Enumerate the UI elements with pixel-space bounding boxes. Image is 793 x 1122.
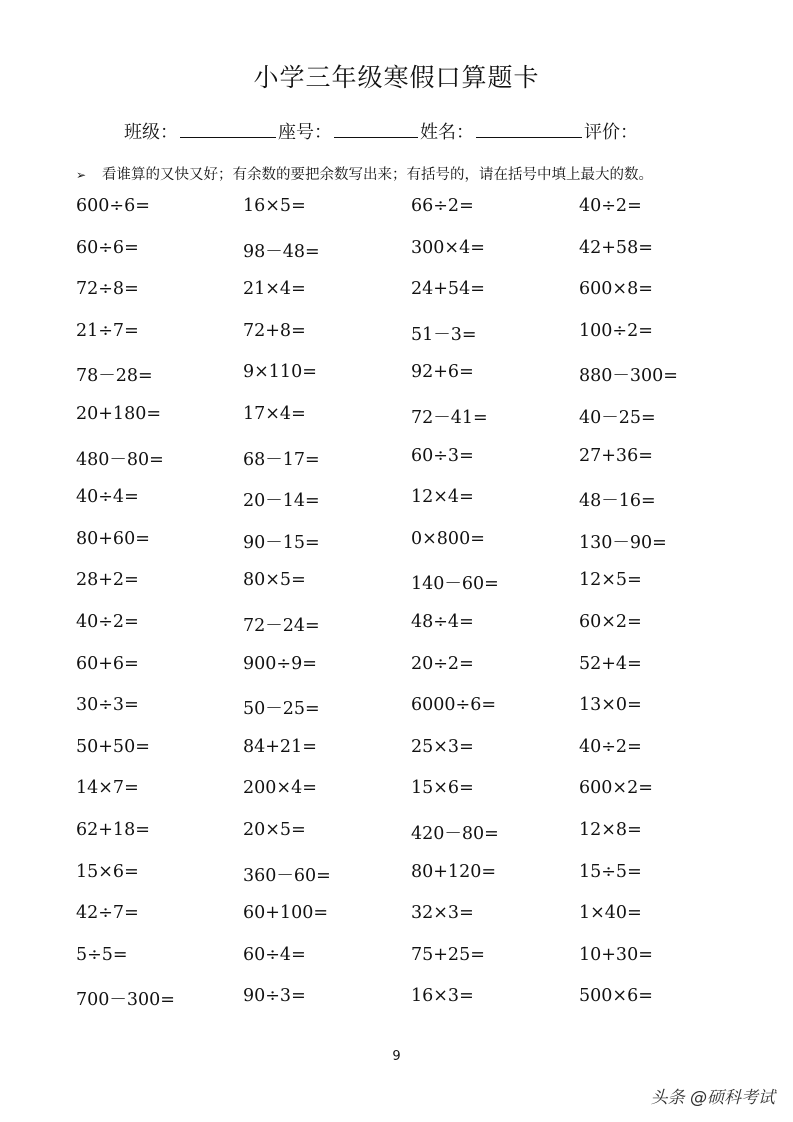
problem-item: 27+36= xyxy=(579,445,653,466)
problem-item: 90÷3= xyxy=(243,986,306,1007)
problem-item: 5÷5= xyxy=(76,944,128,965)
problem-item: 66÷2= xyxy=(411,196,474,216)
student-info-line xyxy=(124,118,638,144)
problem-row xyxy=(0,238,793,280)
watermark: 头条 @硕科考试 xyxy=(650,1088,775,1108)
problem-item: 75+25= xyxy=(411,944,485,965)
problem-item: 900÷9= xyxy=(243,653,317,674)
problem-item: 50－25= xyxy=(243,699,320,720)
problem-item: 12×4= xyxy=(411,487,474,508)
problem-item: 72－41= xyxy=(411,407,488,428)
page-title: 小学三年级寒假口算题卡 xyxy=(253,63,540,92)
problem-item: 9×110= xyxy=(243,362,317,383)
class-blank[interactable] xyxy=(180,119,276,138)
problem-item: 40÷2= xyxy=(579,736,642,757)
instruction xyxy=(76,163,653,184)
problem-item: 600×8= xyxy=(579,279,653,300)
problem-item: 15×6= xyxy=(411,778,474,799)
problem-item: 16×5= xyxy=(243,196,306,216)
problem-row xyxy=(0,695,793,737)
problem-item: 28+2= xyxy=(76,570,139,591)
problem-item: 16×3= xyxy=(411,986,474,1007)
problem-item: 130－90= xyxy=(579,532,667,553)
problem-item: 48÷4= xyxy=(411,611,474,632)
problem-item: 17×4= xyxy=(243,403,306,424)
problem-row xyxy=(0,986,793,1028)
problem-row xyxy=(0,945,793,987)
problem-item: 12×8= xyxy=(579,819,642,840)
problem-item: 98－48= xyxy=(243,241,320,262)
problem-row xyxy=(0,862,793,904)
problem-item: 72－24= xyxy=(243,615,320,636)
problem-row xyxy=(0,903,793,945)
problem-item: 600×2= xyxy=(579,778,653,799)
problem-row xyxy=(0,446,793,488)
name-label: 姓名： xyxy=(420,122,474,143)
problem-item: 80×5= xyxy=(243,570,306,591)
problem-item: 80+60= xyxy=(76,528,150,549)
problem-row xyxy=(0,279,793,321)
name-blank[interactable] xyxy=(476,119,582,138)
problem-item: 60÷4= xyxy=(243,944,306,965)
problem-item: 50+50= xyxy=(76,736,150,757)
problem-item: 30÷3= xyxy=(76,695,139,716)
class-label: 班级： xyxy=(124,122,178,143)
problem-item: 60×2= xyxy=(579,611,642,632)
problem-item: 600÷6= xyxy=(76,196,150,216)
problem-item: 60+100= xyxy=(243,903,328,924)
problem-item: 40÷2= xyxy=(76,611,139,632)
problem-item: 24+54= xyxy=(411,279,485,300)
problem-item: 300×4= xyxy=(411,237,485,258)
problem-row xyxy=(0,778,793,820)
problem-item: 60+6= xyxy=(76,653,139,674)
problem-row xyxy=(0,362,793,404)
problem-row xyxy=(0,612,793,654)
problem-item: 90－15= xyxy=(243,532,320,553)
problem-row xyxy=(0,737,793,779)
problem-row xyxy=(0,820,793,862)
problem-item: 32×3= xyxy=(411,903,474,924)
problem-item: 12×5= xyxy=(579,570,642,591)
problem-item: 80+120= xyxy=(411,861,496,882)
problem-item: 20×5= xyxy=(243,819,306,840)
problem-item: 1×40= xyxy=(579,903,642,924)
problem-item: 14×7= xyxy=(76,778,139,799)
problem-item: 40÷2= xyxy=(579,196,642,216)
problem-item: 880－300= xyxy=(579,366,678,387)
problem-item: 40－25= xyxy=(579,407,656,428)
problem-item: 480－80= xyxy=(76,449,164,470)
problem-item: 20－14= xyxy=(243,491,320,512)
problem-item: 42÷7= xyxy=(76,903,139,924)
problem-item: 140－60= xyxy=(411,574,499,595)
problem-item: 84+21= xyxy=(243,736,317,757)
problem-row xyxy=(0,570,793,612)
problem-item: 72+8= xyxy=(243,320,306,341)
problem-item: 48－16= xyxy=(579,491,656,512)
problem-grid xyxy=(0,196,793,1028)
problem-item: 0×800= xyxy=(411,528,485,549)
problem-item: 52+4= xyxy=(579,653,642,674)
problem-item: 15×6= xyxy=(76,861,139,882)
problem-item: 60÷3= xyxy=(411,445,474,466)
problem-item: 100÷2= xyxy=(579,320,653,341)
problem-item: 25×3= xyxy=(411,736,474,757)
problem-item: 92+6= xyxy=(411,362,474,383)
problem-row xyxy=(0,196,793,238)
problem-row xyxy=(0,487,793,529)
problem-item: 200×4= xyxy=(243,778,317,799)
problem-item: 420－80= xyxy=(411,823,499,844)
problem-row xyxy=(0,654,793,696)
problem-item: 72÷8= xyxy=(76,279,139,300)
problem-item: 21÷7= xyxy=(76,320,139,341)
problem-item: 6000÷6= xyxy=(411,695,496,716)
problem-item: 360－60= xyxy=(243,865,331,886)
problem-item: 21×4= xyxy=(243,279,306,300)
instruction-text: 看谁算的又快又好；有余数的要把余数写出来；有括号的，请在括号中填上最大的数。 xyxy=(102,167,653,183)
page-number: 9 xyxy=(392,1049,401,1064)
eval-label: 评价： xyxy=(584,122,638,143)
problem-item: 10+30= xyxy=(579,944,653,965)
problem-row xyxy=(0,529,793,571)
problem-item: 40÷4= xyxy=(76,487,139,508)
problem-item: 68－17= xyxy=(243,449,320,470)
problem-item: 500×6= xyxy=(579,986,653,1007)
problem-item: 51－3= xyxy=(411,324,477,345)
problem-item: 700－300= xyxy=(76,990,175,1011)
problem-row xyxy=(0,404,793,446)
problem-item: 62+18= xyxy=(76,819,150,840)
problem-item: 15÷5= xyxy=(579,861,642,882)
problem-item: 42+58= xyxy=(579,237,653,258)
bullet-arrow-icon: ➢ xyxy=(76,168,87,182)
problem-item: 78－28= xyxy=(76,366,153,387)
problem-item: 20+180= xyxy=(76,403,161,424)
seat-label: 座号： xyxy=(278,122,332,143)
problem-item: 60÷6= xyxy=(76,237,139,258)
problem-item: 20÷2= xyxy=(411,653,474,674)
seat-blank[interactable] xyxy=(334,119,418,138)
problem-row xyxy=(0,321,793,363)
problem-item: 13×0= xyxy=(579,695,642,716)
